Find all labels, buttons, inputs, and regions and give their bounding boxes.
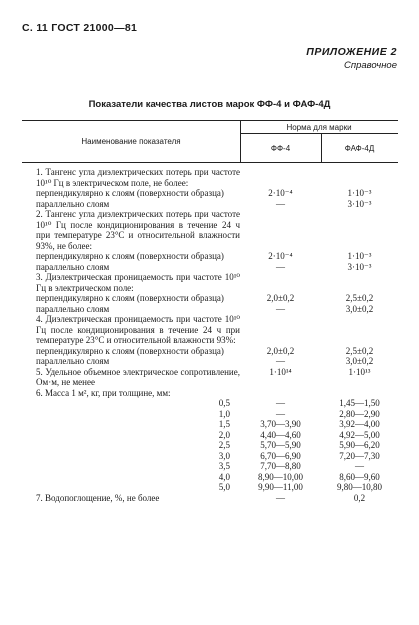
table-row [22, 209, 398, 251]
column-faf4d-header: ФАФ-4Д [344, 144, 375, 153]
table-row [22, 304, 398, 315]
indicator-name: перпендикулярно к слоям (поверхности образца) [36, 188, 224, 198]
value-ff4: — [276, 198, 285, 209]
value-ff4: 1·10¹⁴ [269, 366, 292, 377]
indicator-name: 2. Тангенс угла диэлектрических потерь при частоте 10¹⁰ Гц после кондиционирования в течение 24 ч при температуре 23°С и относительной влажности 93%, не более: [36, 209, 240, 251]
table-row [22, 251, 398, 262]
value-faf4d: 3·10⁻³ [347, 198, 372, 209]
indicator-name: 1. Тангенс угла диэлектрических потерь при частоте 10¹⁰ Гц в электрическом поле, не более: [36, 167, 240, 188]
value-ff4: 7,70—8,80 [260, 461, 301, 471]
value-ff4: — [276, 492, 285, 503]
value-ff4: 2·10⁻⁴ [268, 251, 293, 261]
table-row [22, 482, 398, 493]
value-faf4d: 3,0±0,2 [345, 303, 374, 314]
appendix-heading [306, 46, 397, 71]
table-row [22, 419, 398, 430]
value-faf4d: 2,5±0,2 [345, 345, 374, 356]
value-ff4: 5,70—5,90 [260, 440, 301, 450]
column-ff4-header: ФФ-4 [270, 144, 291, 153]
value-ff4: — [276, 356, 285, 366]
indicator-name: 2,5 [218, 440, 230, 450]
value-faf4d: — [355, 461, 364, 471]
column-norm-header: Норма для марки [286, 123, 352, 132]
indicator-name: 2,0 [218, 429, 230, 440]
header-norm-rule [240, 133, 398, 134]
value-faf4d: 1·10¹³ [348, 366, 371, 377]
value-ff4: 8,90—10,00 [258, 471, 303, 482]
value-faf4d: 1·10⁻³ [347, 188, 372, 198]
table-row [22, 167, 398, 188]
appendix-title: ПРИЛОЖЕНИЕ 2 [306, 46, 397, 58]
value-ff4: — [276, 398, 285, 408]
table-row [22, 356, 398, 367]
indicator-name: перпендикулярно к слоям (поверхности образца) [36, 345, 224, 356]
value-ff4: — [276, 408, 285, 419]
table-row [22, 188, 398, 199]
value-ff4: — [276, 303, 285, 314]
indicator-name: 4. Диэлектрическая проницаемость при частоте 10¹⁰ Гц после кондиционирования в течение 24 ч при температуре 23°С и относительной влажности 93%: [36, 314, 240, 345]
value-ff4: 3,70—3,90 [260, 419, 301, 429]
value-faf4d: 3,92—4,00 [339, 419, 380, 429]
value-faf4d: 4,92—5,00 [339, 429, 380, 440]
table-row [22, 472, 398, 483]
value-ff4: 6,70—6,90 [260, 450, 301, 461]
indicator-name: 5,0 [218, 482, 230, 492]
value-faf4d: 8,60—9,60 [339, 471, 380, 482]
value-faf4d: 7,20—7,30 [339, 450, 380, 461]
appendix-subtitle: Справочное [344, 60, 397, 71]
table-body [22, 167, 398, 503]
indicator-name: перпендикулярно к слоям (поверхности образца) [36, 293, 224, 303]
indicator-name: 6. Масса 1 м², кг, при толщине, мм: [36, 387, 171, 398]
table-row [22, 440, 398, 451]
indicator-name: 1,0 [218, 408, 230, 419]
value-faf4d: 3·10⁻³ [347, 261, 372, 272]
indicator-name: параллельно слоям [36, 303, 110, 314]
table-row [22, 430, 398, 441]
indicator-name: 3,0 [218, 450, 230, 461]
value-faf4d: 0,2 [353, 492, 366, 503]
value-ff4: 4,40—4,60 [260, 429, 301, 440]
indicator-name: 3,5 [218, 461, 230, 471]
value-ff4: — [276, 261, 285, 272]
table-row [22, 409, 398, 420]
header-top-rule [22, 120, 398, 121]
table-row [22, 293, 398, 304]
value-faf4d: 1·10⁻³ [347, 251, 372, 261]
table-row [22, 262, 398, 273]
table-row [22, 388, 398, 399]
value-ff4: 2,0±0,2 [266, 345, 295, 356]
value-ff4: 2·10⁻⁴ [268, 188, 293, 198]
value-ff4: 2,0±0,2 [266, 293, 295, 303]
table-row [22, 199, 398, 210]
value-faf4d: 5,90—6,20 [339, 440, 380, 450]
header-bottom-rule [22, 162, 398, 163]
indicator-name: 0,5 [218, 398, 230, 408]
table-row [22, 398, 398, 409]
indicator-name: 1,5 [218, 419, 230, 429]
value-faf4d: 2,80—2,90 [339, 408, 380, 419]
indicator-name: 4,0 [218, 471, 230, 482]
table-row [22, 461, 398, 472]
indicator-name: параллельно слоям [36, 261, 110, 272]
indicator-name: параллельно слоям [36, 198, 110, 209]
table-row [22, 367, 398, 388]
table-title: Показатели качества листов марок ФФ-4 и ФАФ-4Д [88, 99, 331, 110]
indicator-name: параллельно слоям [36, 356, 110, 366]
table-row [22, 314, 398, 346]
indicator-name: перпендикулярно к слоям (поверхности образца) [36, 251, 224, 261]
table-row [22, 451, 398, 462]
indicator-name: 5. Удельное объемное электрическое сопротивление, Ом·м, не менее [36, 366, 240, 387]
indicator-name: 7. Водопоглощение, %, не более [36, 492, 160, 503]
value-ff4: 9,90—11,00 [258, 482, 303, 492]
table-row [22, 346, 398, 357]
indicator-name: 3. Диэлектрическая проницаемость при частоте 10¹⁰ Гц в электрическом поле: [36, 272, 240, 293]
table-row [22, 272, 398, 293]
page-reference: С. 11 ГОСТ 21000—81 [22, 22, 138, 34]
table-row [22, 493, 398, 504]
column-name-header: Наименование показателя [81, 137, 181, 146]
value-faf4d: 2,5±0,2 [345, 293, 374, 303]
value-faf4d: 9,80—10,80 [337, 482, 382, 492]
value-faf4d: 3,0±0,2 [345, 356, 374, 366]
value-faf4d: 1,45—1,50 [339, 398, 380, 408]
